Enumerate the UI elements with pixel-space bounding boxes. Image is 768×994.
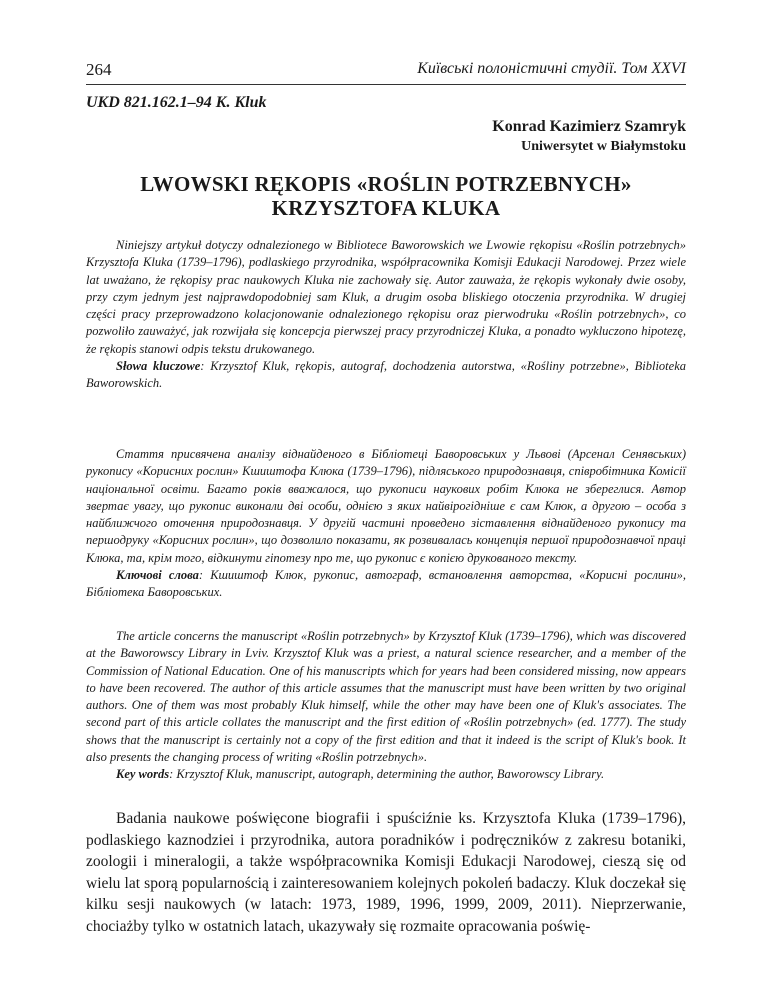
abstract-ukrainian-text: Стаття присвячена аналізу віднайденого в Бібліотеці Баворовських у Львові (Арсенал Сенявських) рукопису «Корисних рослин» Кшиштофа Клюка (1739–1796), підляського природознавця, співробітника Комісії національної освіти. Багато років вважалося, що рукописи наукових робіт Клюка не збереглися. Автор звертає увагу, що рукопис виконали дві особи, однією з яких найвірогідніше є сам Клюк, а другою – особа з найближчого оточення природознавця. У другій частині проведено зіставлення віднайденого рукопису та першодруку «Корисних рослин», що дозволило показати, як розвивалась концепція першої природознавчої праці Клюка, та, крім того, відкинути гіпотезу про те, що рукопис є копією друкованого тексту. [86,447,686,565]
running-title: Київські полоністичні студії. Том XXVI [417,60,686,77]
keywords-english-list: : Krzysztof Kluk, manuscript, autograph, determining the author, Baworowscy Library. [169,767,605,782]
author-affiliation: Uniwersytet w Białymstoku [521,139,686,154]
udk-code: UKD 821.162.1–94 K. Kluk [86,94,267,111]
page-header [86,58,686,85]
article-title [86,172,686,220]
page-number: 264 [86,60,112,79]
author-name: Konrad Kazimierz Szamryk [492,118,686,135]
body-paragraph: Badania naukowe poświęcone biografii i spuściźnie ks. Krzysztofa Kluka (1739–1796), podlaskiego kaznodziei i przyrodnika, autora poradników i podręczników z zakresu botaniki, zoologii i mineralogii, a także współpracownika Komisji Edukacji Narodowej, cieszą się od wielu lat sporą popularnością i zainteresowaniem kolejnych pokoleń badaczy. Kluk doczekał się kilku sesji naukowych (w latach: 1973, 1989, 1996, 1999, 2009, 2011). Nieprzerwanie, chociażby tylko w ostatnich latach, ukazywały się rozmaite opracowania poświę- [86,810,686,935]
article-body [86,808,686,937]
keywords-polish-list: : Krzysztof Kluk, rękopis, autograf, dochodzenia autorstwa, «Rośliny potrzebne», Biblioteka Baworowskich. [86,359,686,391]
keywords-english-label: Key words [116,767,170,782]
abstract-polish-text: Niniejszy artykuł dotyczy odnalezionego w Bibliotece Baworowskich we Lwowie rękopisu «Roślin potrzebnych» Krzysztofa Kluka (1739–1796), podlaskiego przyrodnika, współpracownika Komisji Edukacji Narodowej. Przez wiele lat uważano, że rękopisy prac naukowych Kluka nie zachowały się. Autor zauważa, że rękopis wykonały dwie osoby, przy czym jednym jest najprawdopodobniej sam Kluk, a drugim osoba bliskiego otoczenia przyrodnika. W drugiej części pracy przeprowadzono kolacjonowanie odnalezionego rękopisu oraz pierwodruku «Roślin potrzebnych», co pozwoliło zauważyć, jak rozwijała się koncepcja pierwszej pracy przyrodniczej Kluka, a ponadto wykluczono hipotezę, że rękopis stanowi odpis tekstu drukowanego. [86,238,686,356]
title-line-2: KRZYSZTOFA KLUKA [271,196,501,220]
keywords-english [86,766,686,783]
keywords-ukrainian-label: Ключові слова [116,568,199,583]
keywords-polish [86,358,686,393]
keywords-ukrainian [86,567,686,602]
abstract-english-text: The article concerns the manuscript «Roślin potrzebnych» by Krzysztof Kluk (1739–1796), which was discovered at the Baworowscy Library in Lviv. Krzysztof Kluk was a priest, a natural science researcher, and a member of the Commission of National Education. One of his manuscripts which for years had been considered missing, now appears to have been recovered. The author of this article assumes that the manuscript must have been written by two original authors. One of them was most probably Kluk himself, while the other may have been one of Kluk's associates. The second part of this article collates the manuscript and the first edition of «Roślin potrzebnych» (ed. 1777). The study shows that the manuscript is certainly not a copy of the first edition and that it indeed is the script of Kluk's book. It also presents the changing process of writing «Roślin potrzebnych». [86,629,686,765]
abstract-polish [86,237,686,393]
keywords-ukrainian-list: : Кшиштоф Клюк, рукопис, автограф, встановлення авторства, «Корисні рослини», Бібліотека Баворовських. [86,568,686,600]
title-line-1: LWOWSKI RĘKOPIS «ROŚLIN POTRZEBNYCH» [140,172,632,196]
abstract-english [86,628,686,784]
keywords-polish-label: Słowa kluczowe [116,359,201,374]
abstract-ukrainian [86,446,686,602]
